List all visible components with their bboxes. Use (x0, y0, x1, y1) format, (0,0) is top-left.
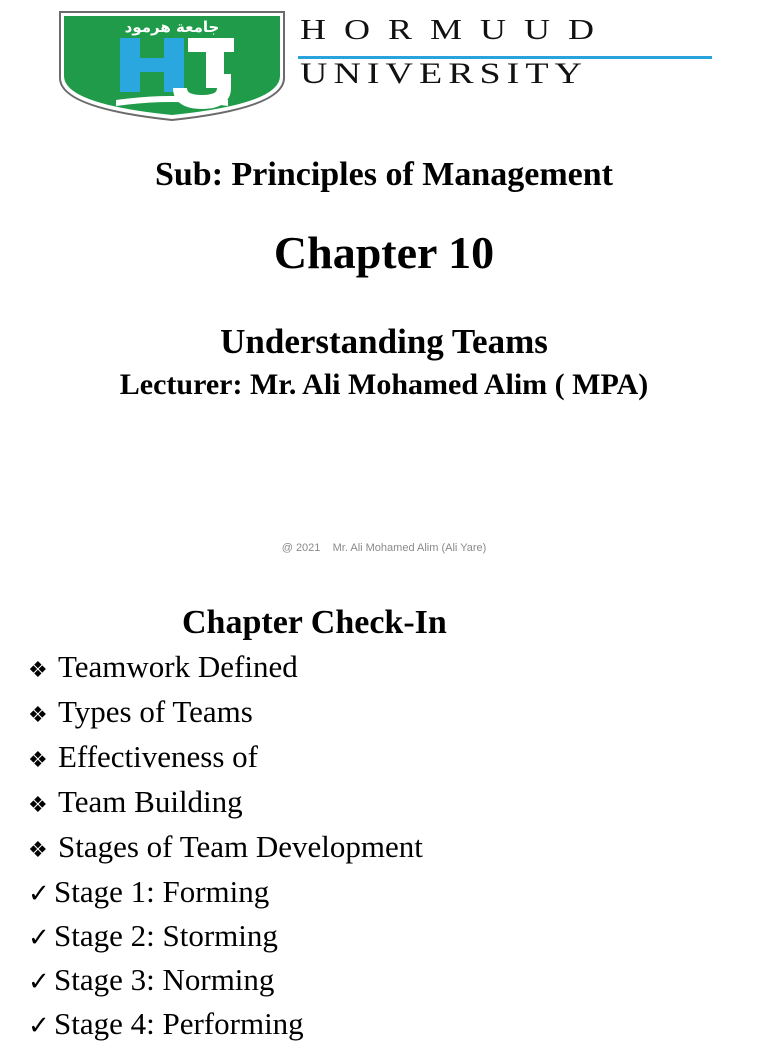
checkin-list (28, 646, 423, 1047)
checkin-title: Chapter Check-In (182, 604, 447, 641)
university-crest-icon (56, 8, 288, 122)
diamond-bullet-icon: ❖ (28, 703, 48, 728)
list-item-text: Teamwork Defined (58, 649, 298, 684)
logo-arabic-text: جامعة هرمود (124, 18, 220, 36)
list-item (28, 781, 423, 826)
topic-heading: Understanding Teams (220, 322, 548, 361)
list-item-text: Stage 2: Storming (54, 918, 278, 953)
diamond-bullet-icon: ❖ (28, 838, 48, 863)
list-item-text: Types of Teams (58, 694, 253, 729)
university-name-line2: UNIVERSITY (300, 57, 588, 90)
checkmark-icon: ✓ (28, 879, 50, 909)
copyright-footer: @ 2021 Mr. Ali Mohamed Alim (Ali Yare) (281, 542, 487, 554)
list-item (28, 1003, 423, 1047)
list-item-text: Stage 4: Performing (54, 1006, 304, 1041)
university-name-line1: HORMUUD (300, 14, 613, 46)
checkmark-icon: ✓ (28, 923, 50, 953)
diamond-bullet-icon: ❖ (28, 658, 48, 683)
list-item-text: Team Building (58, 784, 243, 819)
diamond-bullet-icon: ❖ (28, 793, 48, 818)
list-item-text: Stages of Team Development (58, 829, 423, 864)
university-logo (56, 8, 288, 122)
list-item (28, 959, 423, 1003)
list-item (28, 646, 423, 691)
checkmark-icon: ✓ (28, 967, 50, 997)
chapter-heading: Chapter 10 (273, 227, 495, 278)
diamond-bullet-icon: ❖ (28, 748, 48, 773)
lecturer-line: Lecturer: Mr. Ali Mohamed Alim ( MPA) (119, 368, 649, 401)
list-item (28, 915, 423, 959)
list-item (28, 691, 423, 736)
list-item (28, 826, 423, 871)
list-item (28, 736, 423, 781)
list-item-text: Effectiveness of (58, 739, 258, 774)
checkmark-icon: ✓ (28, 1011, 50, 1041)
subject-title: Sub: Principles of Management (154, 156, 614, 193)
list-item-text: Stage 1: Forming (54, 874, 270, 909)
list-item (28, 871, 423, 915)
list-item-text: Stage 3: Norming (54, 962, 275, 997)
